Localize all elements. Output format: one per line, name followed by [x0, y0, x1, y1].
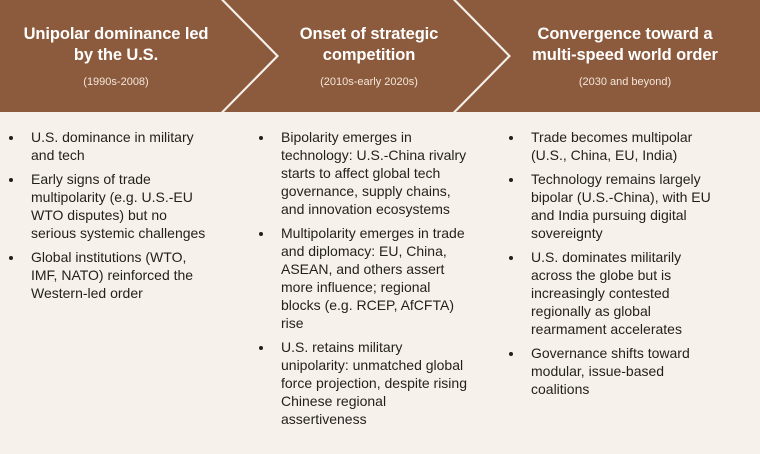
list-item [0, 248, 215, 302]
stage-3-title-line-1: Convergence toward a [537, 24, 713, 43]
stage-3-period: (2030 and beyond) [578, 75, 672, 88]
bullet-text: Trade becomes multipolar (U.S., China, EU, India) [531, 129, 693, 163]
bullet-text: Multipolarity emerges in trade and diplomacy: EU, China, ASEAN, and others assert more influence; regional blocks (e.g. RCEP, AfCFTA) rise [281, 225, 465, 331]
stage-3-header [502, 0, 748, 112]
stage-1-bullet-list [0, 128, 215, 308]
stage-3-title [532, 24, 718, 66]
bullet-text: Early signs of trade multipolarity (e.g. U.S.-EU WTO disputes) but no serious systemic challenges [31, 171, 206, 241]
list-item [500, 170, 718, 242]
stage-1-title [24, 24, 209, 66]
bullet-text: U.S. retains military unipolarity: unmatched global force projection, despite rising Chinese regional assertiveness [281, 339, 467, 427]
list-item [0, 170, 215, 242]
stage-2-title [300, 24, 438, 66]
list-item [500, 344, 718, 398]
list-item [0, 128, 215, 164]
list-item [250, 128, 472, 218]
bullet-text: U.S. dominance in military and tech [31, 129, 194, 163]
bullet-text: Bipolarity emerges in technology: U.S.-China rivalry starts to affect global tech governance, supply chains, and innovation ecosystems [281, 129, 467, 217]
list-item [250, 224, 472, 332]
stage-1-period: (1990s-2008) [83, 75, 149, 88]
stage-2-title-line-1: Onset of strategic [299, 24, 439, 43]
stage-2-title-line-2: competition [322, 45, 416, 64]
bullet-text: Global institutions (WTO, IMF, NATO) reinforced the Western-led order [31, 249, 194, 301]
stage-1-header [0, 0, 232, 112]
stage-1-title-line-2: by the U.S. [73, 45, 159, 64]
list-item [500, 128, 718, 164]
stage-3-title-line-2: multi-speed world order [532, 45, 718, 64]
stage-2-header [254, 0, 484, 112]
list-item [250, 338, 472, 428]
stage-2-period: (2010s-early 2020s) [320, 75, 418, 88]
stage-1-title-line-1: Unipolar dominance led [23, 24, 209, 43]
stage-3-bullet-list [500, 128, 718, 404]
bullet-text: Technology remains largely bipolar (U.S.-China), with EU and India pursuing digital sovereignty [531, 171, 711, 241]
list-item [500, 248, 718, 338]
bullet-text: Governance shifts toward modular, issue-based coalitions [531, 345, 690, 397]
bullet-text: U.S. dominates militarily across the globe but is increasingly contested regionally as global rearmament accelerates [531, 249, 682, 337]
stage-2-bullet-list [250, 128, 472, 434]
